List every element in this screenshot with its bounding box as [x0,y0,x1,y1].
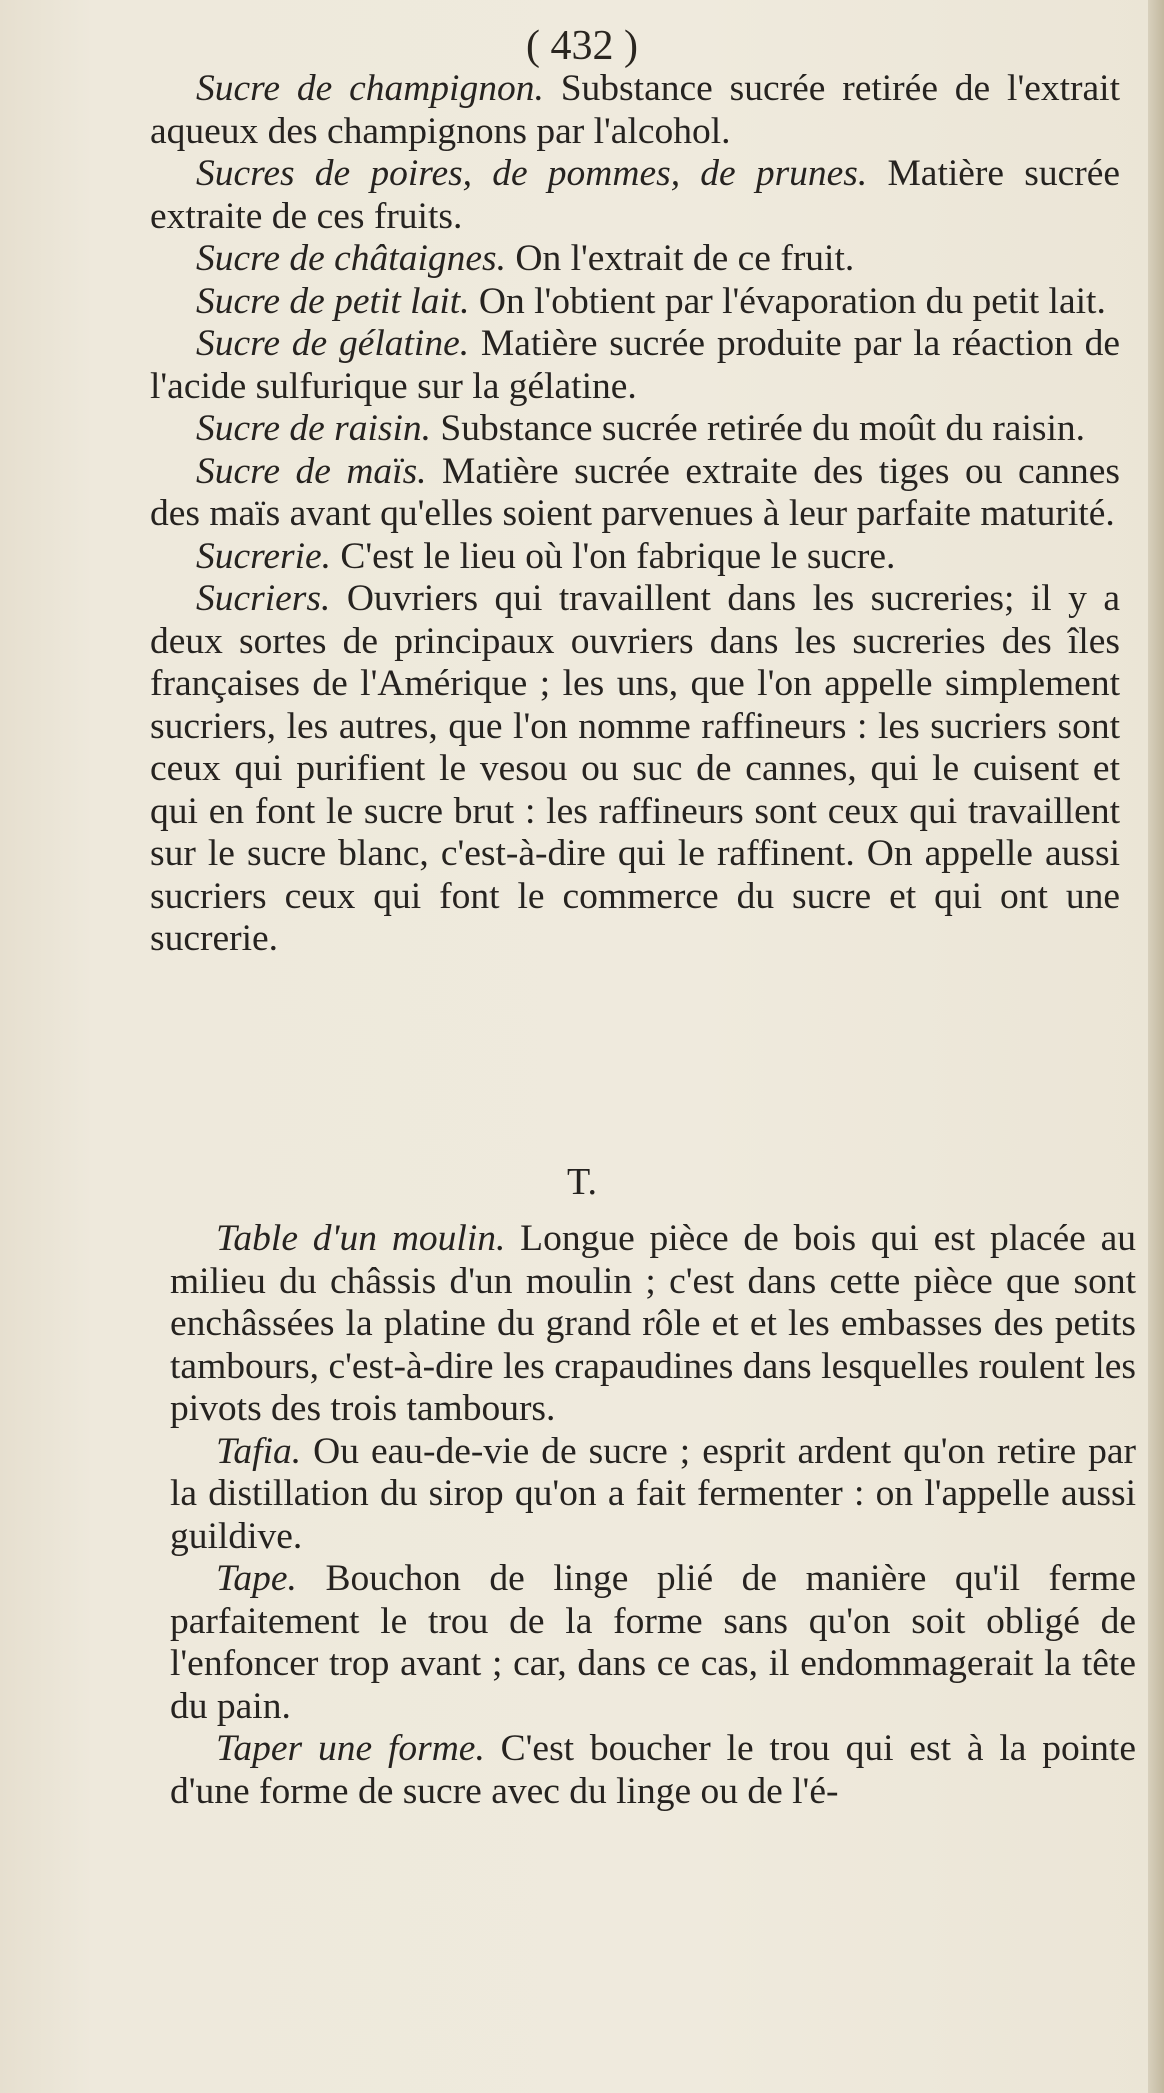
entry-text: On l'extrait de ce fruit. [505,238,855,279]
entry-text: Longue pièce de bois qui est placée au milieu du châssis d'un moulin ; c'est dans cette pièce que sont enchâssées la platine du grand rôle et et les embasses des petits tambours, c'est-à-dire les crapaudines dans lesquelles roulent les pivots des trois tambours. [170,1218,1136,1429]
entry-term: Sucre de champignon. [196,68,544,109]
entry-term: Sucre de raisin. [196,408,432,449]
entry [150,68,1120,153]
entry-term: Sucres de poires, de pommes, de prunes. [196,153,868,194]
entry-term: Taper une forme. [216,1728,485,1769]
entry-term: Sucrerie. [196,535,332,577]
entry-text: Matière sucrée extraite de ces fruits. [150,153,1120,237]
entry [150,578,1120,961]
entry [170,1558,1136,1728]
entry-text: On l'obtient par l'évaporation du petit lait. [469,280,1106,322]
entry [150,451,1120,536]
entry-text: Matière sucrée produite par la réaction de l'acide sulfurique sur la gélatine. [150,323,1121,407]
entry-term: Tape. [216,1558,297,1599]
entries-section-t [170,1218,1136,1813]
entry-text: C'est boucher le trou qui est à la pointe d'une forme de sucre avec du linge ou de l'é- [170,1728,1136,1812]
entry-term: Tafia. [216,1430,302,1472]
entry-term: Sucre de petit lait. [196,280,470,322]
entry-term: Sucre de châtaignes. [196,238,506,279]
entry [170,1431,1136,1559]
entry [150,536,1120,579]
entry [150,153,1120,238]
entry-term: Sucriers. [196,578,331,619]
entry [150,281,1120,324]
entry-term: Table d'un moulin. [216,1218,506,1259]
entry-term: Sucre de gélatine. [196,323,470,364]
entry-text: Ouvriers qui travaillent dans les sucreries; il y a deux sortes de principaux ouvriers dans les sucreries des îles françaises de l'Amérique ; les uns, que l'on appelle simplement sucriers, les autres, que l'on nomme raffineurs : les sucriers sont ceux qui purifient le vesou ou suc de cannes, qui le cuisent et qui en font le sucre brut : les raffineurs sont ceux qui travaillent sur le sucre blanc, c'est-à-dire qui le raffinent. On appelle aussi sucriers ceux qui font le commerce du sucre et qui ont une sucrerie. [150,578,1120,959]
page-number: ( 432 ) [526,23,638,69]
entries-section-s [150,68,1120,961]
entry-text: C'est le lieu où l'on fabrique le sucre. [331,535,896,577]
page-spine-edge [1148,0,1164,2093]
entry [170,1728,1136,1813]
entry-text: Ou eau-de-vie de sucre ; esprit ardent qu'on retire par la distillation du sirop qu'on a fait fermenter : on l'appelle aussi guildive. [170,1430,1136,1557]
entry-text: Substance sucrée retirée de l'extrait aqueux des champignons par l'alcohol. [150,68,1121,152]
section-heading: T. [567,1161,597,1203]
entry [150,408,1120,451]
entry-text: Bouchon de linge plié de manière qu'il ferme parfaitement le trou de la forme sans qu'on soit obligé de l'enfoncer trop avant ; car, dans ce cas, il endommagerait la tête du pain. [170,1558,1136,1727]
entry-text: Matière sucrée extraite des tiges ou cannes des maïs avant qu'elles soient parvenues à leur parfaite maturité. [150,450,1120,534]
entry-term: Sucre de maïs. [196,450,427,492]
entry [150,323,1120,408]
entry-text: Substance sucrée retirée du moût du raisin. [431,408,1086,449]
entry [170,1218,1136,1431]
entry [150,238,1120,281]
